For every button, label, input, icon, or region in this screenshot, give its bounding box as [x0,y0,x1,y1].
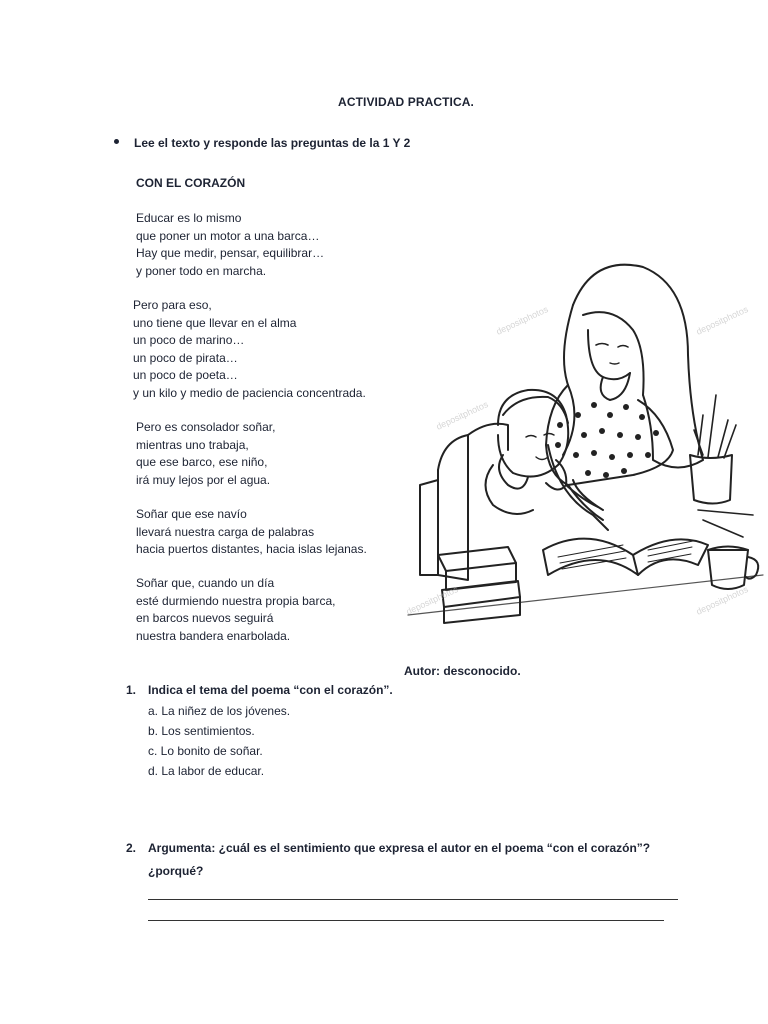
option-d[interactable]: d. La labor de educar. [148,764,265,778]
watermark-text: depositphotos [494,304,550,337]
instruction [114,136,410,150]
option-c[interactable]: c. Lo bonito de soñar. [148,744,263,758]
poem-line: hacia puertos distantes, hacia islas lejanas. [136,542,367,556]
question-number: 1. [126,683,137,697]
poem-line: que poner un motor a una barca… [136,228,320,243]
question-2-cont: ¿porqué? [148,864,204,878]
poem-line: un poco de marino… [133,333,245,347]
poem-line: que ese barco, ese niño, [136,455,268,469]
poem-line: un poco de poeta… [133,368,238,382]
poem-line: nuestra bandera enarbolada. [136,628,291,643]
watermark-text: depositphotos [694,304,750,337]
poem-line: Soñar que ese navío [136,507,247,521]
answer-line[interactable] [148,899,678,900]
question-text: Indica el tema del poema “con el corazón”. [148,683,393,697]
poem-line: mientras uno trabaja, [136,437,249,452]
poem-line: llevará nuestra carga de palabras [136,524,315,539]
poem-stanza [136,210,324,280]
question-number: 2. [126,841,137,855]
poem-stanza [136,575,335,645]
option-a[interactable]: a. La niñez de los jóvenes. [148,704,291,718]
bullet-icon [114,139,119,144]
poem-line: un poco de pirata… [133,350,238,365]
poem-line: en barcos nuevos seguirá [136,611,274,625]
watermark-text: depositphotos [434,399,490,432]
question-1 [126,683,393,697]
question-2 [126,841,650,855]
poem-stanza [136,419,275,489]
poem-stanza [133,297,366,402]
watermark-text: depositphotos [694,584,750,617]
option-b[interactable]: b. Los sentimientos. [148,724,255,738]
instruction-text: Lee el texto y responde las preguntas de la 1 Y 2 [134,136,411,150]
poem-line: uno tiene que llevar en el alma [133,315,297,330]
poem-title: CON EL CORAZÓN [136,176,246,190]
answer-line[interactable] [148,920,664,921]
poem-line: y poner todo en marcha. [136,263,267,278]
poem-line: Soñar que, cuando un día [136,576,275,590]
poem-line: Educar es lo mismo [136,211,242,225]
question-text: Argumenta: ¿cuál es el sentimiento que expresa el autor en el poema “con el corazón”? [148,841,651,855]
poem-stanza [136,506,367,559]
poem-line: Pero es consolador soñar, [136,420,276,434]
poem-line: y un kilo y medio de paciencia concentrada. [133,385,366,400]
watermark-text: depositphotos [404,584,460,617]
poem-line: Pero para eso, [133,298,212,312]
poem-line: Hay que medir, pensar, equilibrar… [136,246,325,260]
mother-child-reading-illustration [398,245,768,635]
poem-line: irá muy lejos por el agua. [136,472,271,487]
poem-author: Autor: desconocido. [404,664,521,678]
poem-line: esté durmiendo nuestra propia barca, [136,593,336,608]
question-1-options [148,701,290,781]
page-title: ACTIVIDAD PRACTICA. [338,95,474,109]
